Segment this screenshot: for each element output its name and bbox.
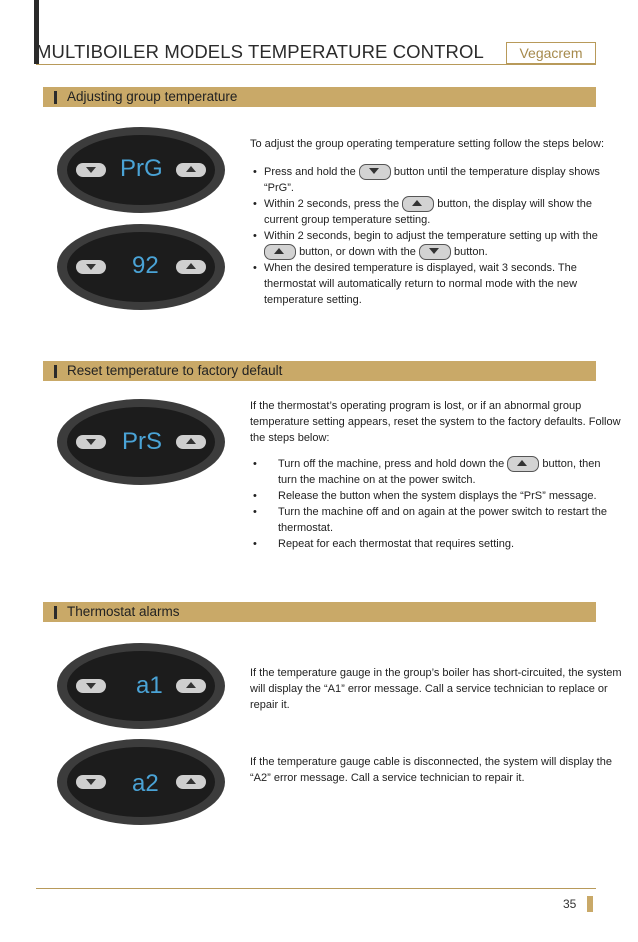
down-arrow-icon [86,264,96,270]
down-arrow-icon [86,439,96,445]
list-item: • Within 2 seconds, press the button, the display will show the current group temperature setting. [250,196,622,228]
reset-intro: If the thermostat’s operating program is lost, or if an abnormal group temperature setting appears, reset the system to the factory defaults. Follow the steps below: [250,400,621,444]
thermostat-display-92 [56,223,226,311]
adjust-instructions [250,136,622,308]
display-readout: PrG [120,155,163,182]
list-item: • Turn the machine off and on again at the power switch to restart the thermostat. [250,504,622,536]
brand-logo: Vegacrem [506,42,596,64]
display-readout: PrS [122,428,163,455]
up-button[interactable] [176,775,206,789]
up-button-icon [402,196,434,212]
list-item: • When the desired temperature is displayed, wait 3 seconds. The thermostat will automatically return to normal mode with the new temperature setting. [250,260,622,308]
adjust-steps [250,164,622,308]
down-arrow-icon [86,779,96,785]
section-heading-reset [43,361,596,381]
up-button[interactable] [176,260,206,274]
up-arrow-icon [186,263,196,269]
up-button[interactable] [176,163,206,177]
alarm-a1-text: If the temperature gauge in the group’s boiler has short-circuited, the system will display the “A1” error message. Call a service technician to replace or repair it. [250,667,622,711]
down-arrow-icon [86,683,96,689]
list-item: • Press and hold the button until the temperature display shows “PrG”. [250,164,622,196]
down-button[interactable] [76,163,106,177]
thermostat-display-a2 [56,738,226,826]
up-button[interactable] [176,435,206,449]
up-arrow-icon [186,682,196,688]
thermostat-display-a1 [56,642,226,730]
section-heading-label: Reset temperature to factory default [67,363,283,378]
page-title: MULTIBOILER MODELS TEMPERATURE CONTROL [36,41,484,62]
display-readout: 92 [132,252,159,279]
page-accent-mark [587,896,593,912]
section-heading-alarms [43,602,596,622]
display-readout: a2 [132,770,159,797]
down-button-icon [419,244,451,260]
alarm-a2-text: If the temperature gauge cable is disconnected, the system will display the “A2” error message. Call a service technician to repair it. [250,756,612,784]
down-button[interactable] [76,435,106,449]
section-heading-label: Thermostat alarms [67,604,180,619]
list-item: • Release the button when the system displays the “PrS” message. [250,488,622,504]
up-button-icon [507,456,539,472]
down-button[interactable] [76,775,106,789]
thermostat-display-prg [56,126,226,214]
down-button[interactable] [76,260,106,274]
list-item: • Repeat for each thermostat that requires setting. [250,536,622,552]
footer-divider [36,888,596,889]
down-button[interactable] [76,679,106,693]
reset-instructions [250,398,622,552]
up-arrow-icon [186,778,196,784]
reset-steps [250,456,622,552]
section-heading-adjust [43,87,596,107]
list-item: • Turn off the machine, press and hold down the button, then turn the machine on at the power switch. [250,456,622,488]
section-heading-label: Adjusting group temperature [67,89,238,104]
page-number: 35 [563,897,577,911]
header-divider [36,64,596,65]
up-button-icon [264,244,296,260]
display-readout: a1 [136,672,163,699]
list-item: • Within 2 seconds, begin to adjust the temperature setting up with the button, or down with the button. [250,228,622,260]
up-button[interactable] [176,679,206,693]
up-arrow-icon [186,438,196,444]
down-button-icon [359,164,391,180]
thermostat-display-prs [56,398,226,486]
adjust-intro: To adjust the group operating temperature setting follow the steps below: [250,138,605,150]
down-arrow-icon [86,167,96,173]
up-arrow-icon [186,166,196,172]
